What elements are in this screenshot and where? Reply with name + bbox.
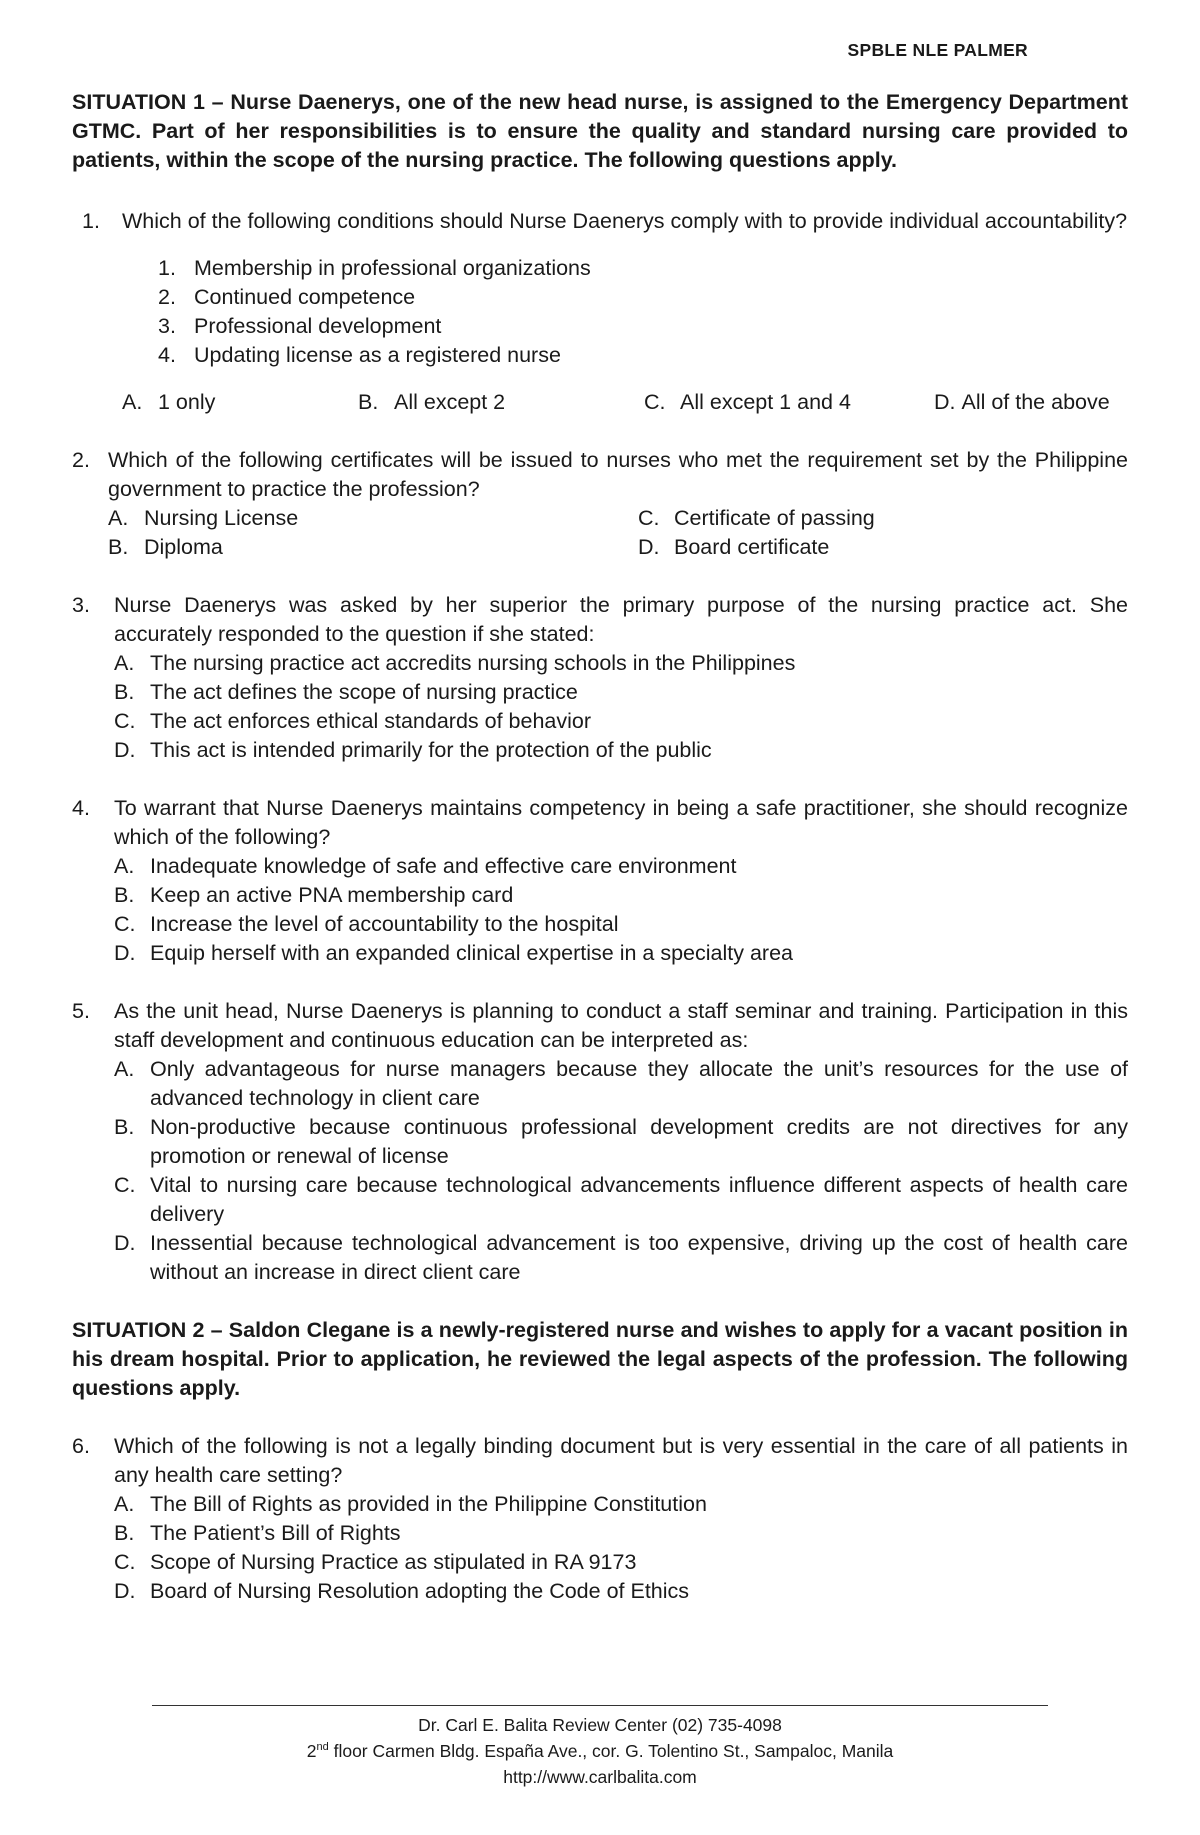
question-text: Nurse Daenerys was asked by her superior the primary purpose of the nursing practice act. She accurately responded to the question if she stated: bbox=[114, 593, 1128, 646]
question-text: Which of the following certificates will be issued to nurses who met the requirement set by the Philippine government to practice the profession? bbox=[108, 448, 1128, 501]
condition-item: 2. Continued competence bbox=[158, 285, 416, 309]
footer-review-center: Dr. Carl E. Balita Review Center (02) 735-4098 bbox=[418, 1715, 782, 1735]
question-text: As the unit head, Nurse Daenerys is planning to conduct a staff seminar and training. Participation in this staff development and continuous education can be interpreted as: bbox=[114, 999, 1128, 1052]
question-number: 6. bbox=[72, 1434, 90, 1458]
question-text: To warrant that Nurse Daenerys maintains competency in being a safe practitioner, she should recognize which of the following? bbox=[114, 796, 1128, 849]
footer-website-link[interactable]: http://www.carlbalita.com bbox=[503, 1767, 697, 1787]
choice-a: A. The nursing practice act accredits nursing schools in the Philippines bbox=[114, 651, 796, 675]
choice-d: D. Board of Nursing Resolution adopting the Code of Ethics bbox=[114, 1579, 690, 1603]
condition-item: 3. Professional development bbox=[158, 314, 442, 338]
question-5 bbox=[72, 997, 1128, 1287]
question-4 bbox=[72, 794, 1128, 968]
choice-a: A. 1 only bbox=[122, 390, 216, 414]
choice-c: C. All except 1 and 4 bbox=[644, 390, 851, 414]
condition-item: 1. Membership in professional organizations bbox=[158, 256, 591, 280]
answer-choices bbox=[114, 1055, 1128, 1287]
condition-item: 4. Updating license as a registered nurse bbox=[158, 343, 561, 367]
question-number: 2. bbox=[72, 448, 90, 472]
choice-c: C. Increase the level of accountability to the hospital bbox=[114, 912, 619, 936]
choice-b: B. Keep an active PNA membership card bbox=[114, 883, 514, 907]
situation-1-intro: SITUATION 1 – Nurse Daenerys, one of the new head nurse, is assigned to the Emergency Department GTMC. Part of her responsibilities is to ensure the quality and standard nursing care provided to patients, within the scope of the nursing practice. The following questions apply. bbox=[72, 90, 1128, 172]
question-number: 4. bbox=[72, 796, 90, 820]
question-1 bbox=[78, 207, 1128, 417]
choice-a: A. Inadequate knowledge of safe and effective care environment bbox=[114, 854, 737, 878]
situation-2-intro: SITUATION 2 – Saldon Clegane is a newly-registered nurse and wishes to apply for a vacant position in his dream hospital. Prior to application, he reviewed the legal aspects of the profession. The following questions apply. bbox=[72, 1318, 1128, 1400]
question-6 bbox=[72, 1432, 1128, 1606]
choice-c: C. Certificate of passing bbox=[638, 506, 875, 530]
question-number: 5. bbox=[72, 999, 90, 1023]
footer-address: 2nd floor Carmen Bldg. España Ave., cor. G. Tolentino St., Sampaloc, Manila bbox=[306, 1741, 894, 1761]
answer-choices bbox=[122, 388, 1128, 417]
document-content bbox=[72, 88, 1128, 1606]
question-number: 3. bbox=[72, 593, 90, 617]
footer-divider bbox=[152, 1705, 1048, 1706]
choice-d: D. Inessential because technological advancement is too expensive, driving up the cost of health care without an increase in direct client care bbox=[114, 1231, 1128, 1284]
question-text: Which of the following is not a legally binding document but is very essential in the care of all patients in any health care setting? bbox=[114, 1434, 1128, 1487]
question-number: 1. bbox=[82, 209, 100, 233]
question-3 bbox=[72, 591, 1128, 765]
choice-a: A. The Bill of Rights as provided in the Philippine Constitution bbox=[114, 1492, 707, 1516]
answer-choices bbox=[108, 504, 1128, 562]
choice-c: C. Scope of Nursing Practice as stipulated in RA 9173 bbox=[114, 1550, 637, 1574]
choice-c: C. Vital to nursing care because technological advancements influence different aspects of health care delivery bbox=[114, 1173, 1128, 1226]
answer-choices bbox=[114, 852, 1128, 968]
answer-choices bbox=[114, 649, 1128, 765]
choice-b: B. All except 2 bbox=[358, 390, 506, 414]
choice-b: B. The act defines the scope of nursing practice bbox=[114, 680, 578, 704]
choice-d: D. Equip herself with an expanded clinical expertise in a specialty area bbox=[114, 941, 793, 965]
choice-d: D. This act is intended primarily for the protection of the public bbox=[114, 738, 712, 762]
header-label: SPBLE NLE PALMER bbox=[847, 40, 1028, 60]
condition-list bbox=[158, 254, 1128, 370]
answer-choices bbox=[114, 1490, 1128, 1606]
question-2 bbox=[72, 446, 1128, 562]
choice-a: A. Nursing License bbox=[108, 506, 299, 530]
choice-b: B. The Patient’s Bill of Rights bbox=[114, 1521, 401, 1545]
question-text: Which of the following conditions should Nurse Daenerys comply with to provide individual accountability? bbox=[122, 209, 1128, 233]
footer bbox=[0, 1712, 1200, 1790]
choice-b: B. Diploma bbox=[108, 535, 223, 559]
choice-d: D. Board certificate bbox=[638, 535, 830, 559]
choice-a: A. Only advantageous for nurse managers because they allocate the unit’s resources for the use of advanced technology in client care bbox=[114, 1057, 1128, 1110]
choice-c: C. The act enforces ethical standards of behavior bbox=[114, 709, 592, 733]
choice-b: B. Non-productive because continuous professional development credits are not directives for any promotion or renewal of license bbox=[114, 1115, 1128, 1168]
choice-d: D. All of the above bbox=[934, 390, 1110, 414]
